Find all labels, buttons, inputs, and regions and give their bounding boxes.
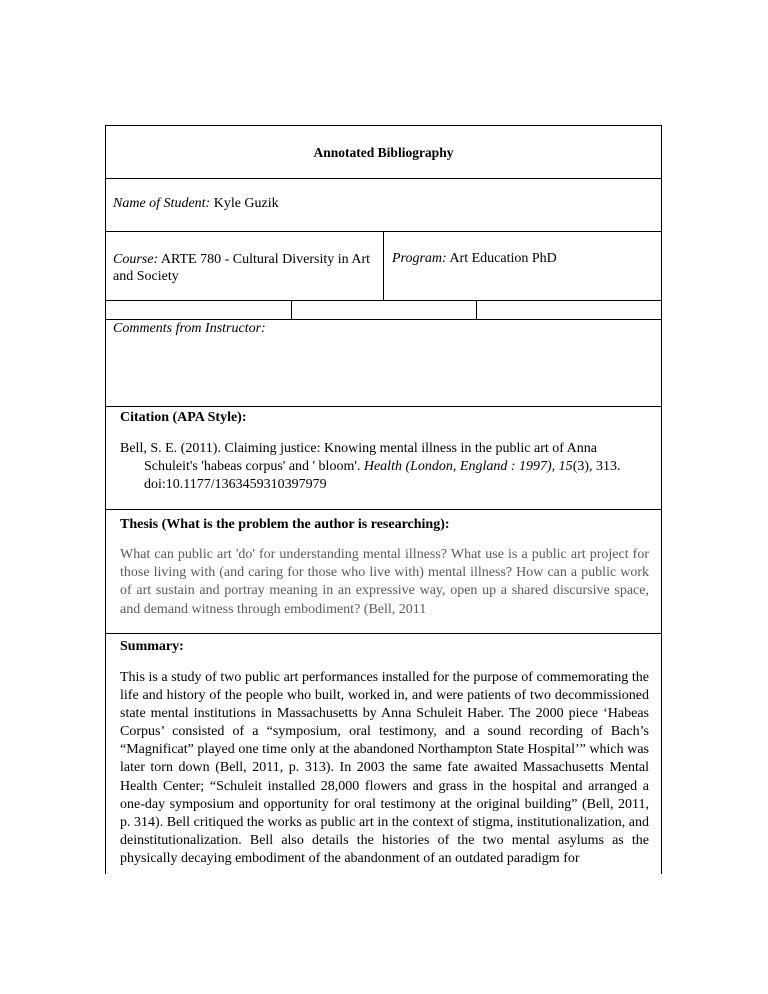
course-label: Course: — [113, 252, 159, 267]
program-cell — [392, 251, 557, 267]
student-row — [106, 179, 661, 232]
student-name: Kyle Guzik — [213, 196, 279, 211]
empty-divider-row — [106, 301, 661, 320]
thesis-section — [106, 510, 661, 634]
thesis-label: Thesis (What is the problem the author is researching): — [120, 517, 450, 532]
title-text: Annotated Bibliography — [313, 145, 454, 160]
citation-section — [106, 407, 661, 510]
comments-label: Comments from Instructor: — [113, 321, 266, 336]
form-title — [106, 126, 661, 179]
course-program-row — [106, 232, 661, 301]
summary-label: Summary: — [120, 639, 184, 654]
program-value: Art Education PhD — [449, 251, 557, 266]
cell-divider — [476, 301, 477, 319]
summary-text: This is a study of two public art performances installed for the purpose of commemorating the life and history of the people who built, worked in, and were patients of two decommissioned state mental institutions in Massachusetts by Anna Schuleit Haber. The 2000 piece ‘Habeas Corpus’ consisted of a “symposium, oral testimony, and a sound recording of Bach’s “Magnificat” played one time only at the abandoned Northampton State Hospital’” which was later torn down (Bell, 2011, p. 313). In 2003 the same fate awaited Massachusetts Mental Health Center; “Schuleit installed 28,000 flowers and grass in the hospital and arranged a one-day symposium and opportunity for oral testimony at the original building” (Bell, 2011, p. 314). Bell critiqued the works as public art in the context of stigma, institutionalization, and deinstitutionalization. Bell also details the histories of the two mental asylums as the physically decaying embodiment of the abandonment of an outdated paradigm for — [120, 670, 649, 866]
summary-section — [106, 634, 661, 874]
citation-text — [120, 440, 649, 494]
instructor-comments-row — [106, 320, 661, 407]
thesis-text: What can public art 'do' for understanding mental illness? What use is a public art project for those living with (and caring for those who live with) mental illness? How can a public work of art sustain and portray meaning in an expressive way, open up a shared discursive space, and demand witness through embodiment? (Bell, 2011 — [120, 547, 649, 617]
course-value: ARTE 780 - Cultural Diversity in Art and Society — [113, 252, 370, 284]
citation-journal: Health (London, England : 1997), 15 — [363, 459, 573, 474]
citation-label: Citation (APA Style): — [120, 410, 247, 425]
program-label: Program: — [392, 251, 447, 266]
citation-text-pre: Bell, S. E. (2011). Claiming justice: Knowing mental illness in the public art of Anna Schuleit's 'habeas corpus' and ' bloom'. — [120, 441, 597, 474]
student-label: Name of Student: — [113, 196, 211, 211]
citation-text-post: (3), 313. doi:10.1177/1363459310397979 — [144, 459, 621, 492]
course-cell — [106, 232, 384, 300]
bibliography-form — [105, 125, 662, 874]
cell-divider — [291, 301, 292, 319]
